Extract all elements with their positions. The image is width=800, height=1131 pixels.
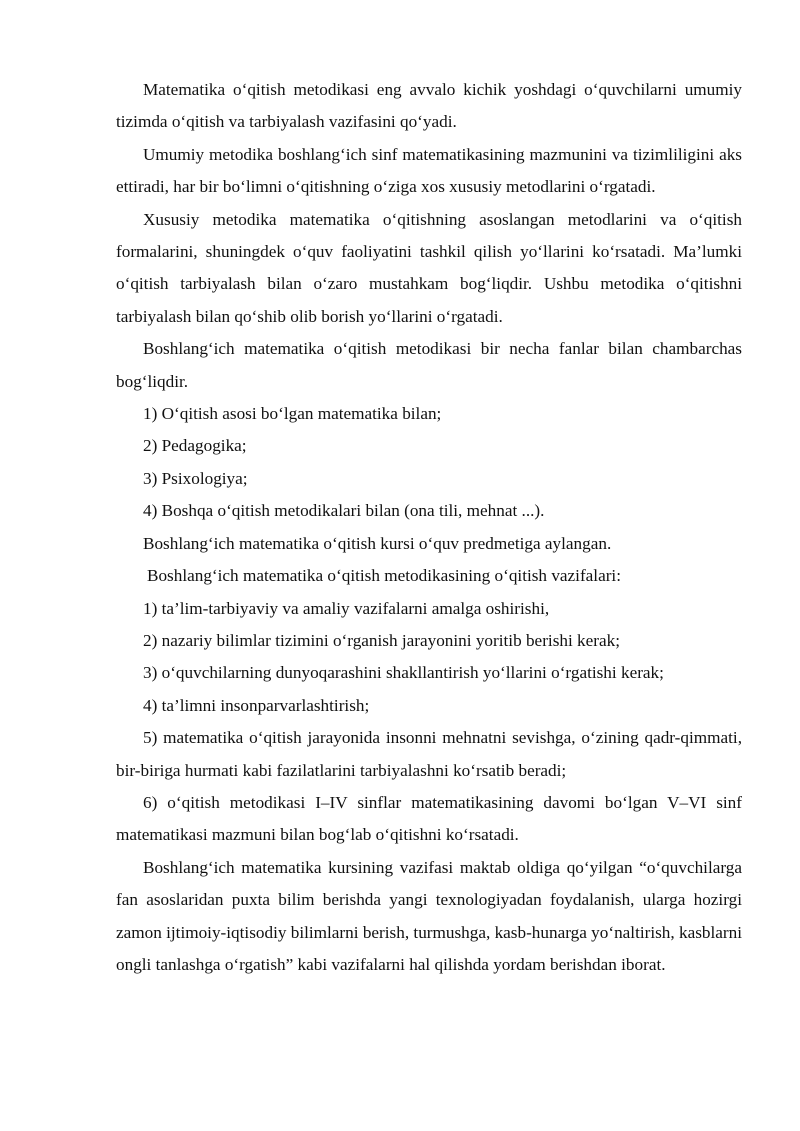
list-item-psychology: 3) Psixologiya; xyxy=(143,468,248,488)
list-item-mathematics: 1) O‘qitish asosi bo‘lgan matematika bilan; xyxy=(143,404,442,424)
paragraph-course-subject: Boshlang‘ich matematika o‘qitish kursi o‘quv predmetiga aylangan. xyxy=(143,533,612,553)
list-item-pedagogy: 2) Pedagogika; xyxy=(143,436,247,456)
paragraph-specific-methodology: Xususiy metodika matematika o‘qitishning asoslangan metodlarini va o‘qitish formalarini, shuningdek o‘quv faoliyatini tashkil qilish yo‘llarini ko‘rsatadi. Ma’lumki o‘qitish tarbiyalash bilan o‘zaro mustahkam bog‘liqdir. Ushbu metodika o‘qitishni tarbiyalash bilan qo‘shib olib borish yo‘llarini o‘rgatadi. xyxy=(116,209,742,326)
paragraph-intro: Matematika o‘qitish metodikasi eng avvalo kichik yoshdagi o‘quvchilarni umumiy tizimda o‘qitish va tarbiyalash vazifasini qo‘yadi. xyxy=(116,80,742,132)
paragraph-tasks-heading: Boshlang‘ich matematika o‘qitish metodikasining o‘qitish vazifalari: xyxy=(147,566,621,586)
task-item-2: 2) nazariy bilimlar tizimini o‘rganish jarayonini yoritib berishi kerak; xyxy=(143,630,620,650)
task-item-3: 3) o‘quvchilarning dunyoqarashini shakllantirish yo‘llarini o‘rgatishi kerak; xyxy=(143,663,664,683)
paragraph-general-methodology: Umumiy metodika boshlang‘ich sinf matematikasining mazmunini va tizimliligini aks ettiradi, har bir bo‘limni o‘qitishning o‘ziga xos xususiy metodlarini o‘rgatadi. xyxy=(116,144,742,197)
list-item-other-methodologies: 4) Boshqa o‘qitish metodikalari bilan (ona tili, mehnat ...). xyxy=(143,501,545,521)
paragraph-related-sciences: Boshlang‘ich matematika o‘qitish metodikasi bir necha fanlar bilan chambarchas bog‘liqdir. xyxy=(116,339,742,391)
task-item-6: 6) o‘qitish metodikasi I–IV sinflar matematikasining davomi bo‘lgan V–VI sinf matematikasi mazmuni bilan bog‘lab o‘qitishni ko‘rsatadi. xyxy=(116,792,742,845)
task-item-1: 1) ta’lim-tarbiyaviy va amaliy vazifalarni amalga oshirishi, xyxy=(143,598,550,618)
document-body xyxy=(116,74,742,981)
paragraph-course-purpose: Boshlang‘ich matematika kursining vazifasi maktab oldiga qo‘yilgan “o‘quvchilarga fan asoslaridan puxta bilim berishda yangi texnologiyadan foydalanish, ularga hozirgi zamon ijtimoiy-iqtisodiy bilimlarni berish, turmushga, kasb-hunarga yo‘naltirish, kasblarni ongli tanlashga o‘rgatish” kabi vazifalarni hal qilishda yordam berishdan iborat. xyxy=(116,857,742,974)
task-item-5: 5) matematika o‘qitish jarayonida insonni mehnatni sevishga, o‘zining qadr-qimmati, bir-biriga hurmati kabi fazilatlarini tarbiyalashni ko‘rsatib beradi; xyxy=(116,728,742,780)
task-item-4: 4) ta’limni insonparvarlashtirish; xyxy=(143,695,370,715)
